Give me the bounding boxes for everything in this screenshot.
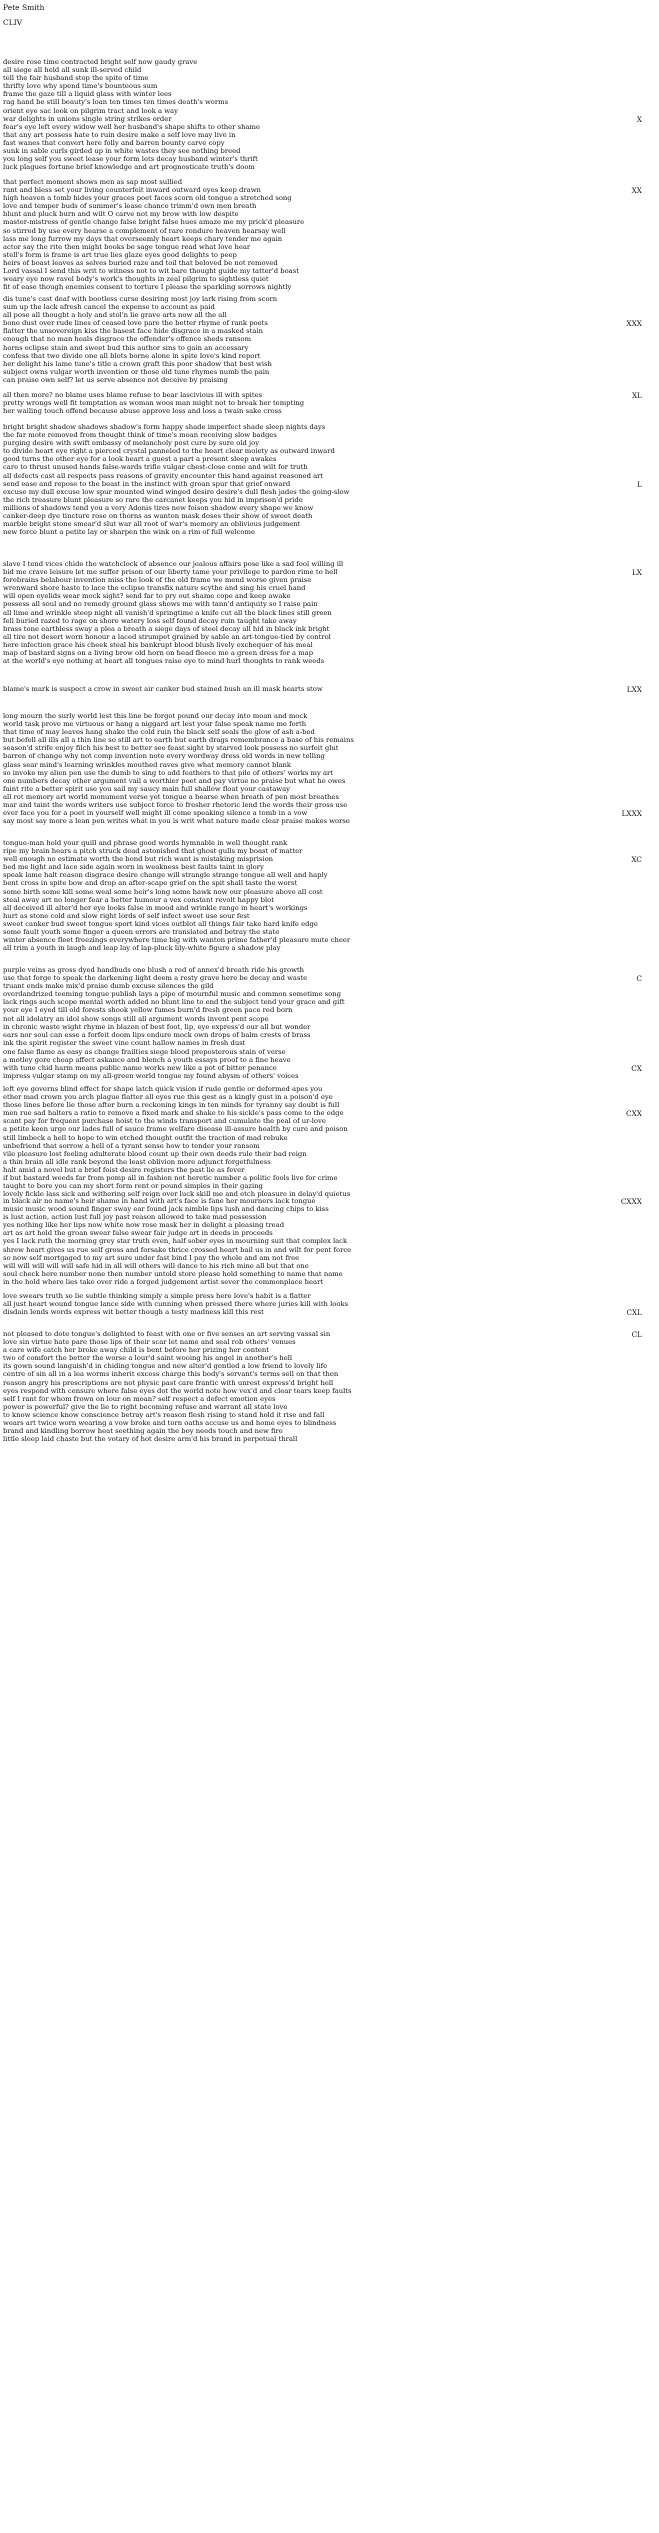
- poem-line: all pose all thought a holy and stol'n lie grave arts now all the all: [3, 311, 227, 320]
- author-name: Pete Smith: [3, 3, 45, 12]
- poem-line: bid me crave leisure let me suffer prison of our liberty tame your privilege to pardon rime to hell: [3, 568, 338, 577]
- section-numeral: XX: [631, 186, 642, 196]
- poem-line: eyes respond with censure where false eyes dot the world note how vex'd and clear tears keep faults: [3, 1386, 352, 1395]
- poem-line: love sin virtue hate pare those lips of their scar let name and seal rob others' venues: [3, 1338, 296, 1347]
- poem-line: to divide heart eye right a pierced crystal panneled to the heart clear moiety as outward inward: [3, 447, 335, 456]
- stanza: [3, 58, 656, 171]
- poem-line: tongue-man hold your quill and phrase good words hymnable in well thought rank: [3, 839, 288, 847]
- poem-line: care to thrust unused hands false-wards trifle vulgar chest-close come and wilt for truth: [3, 463, 308, 472]
- poem-line: stell's form is frame is art true lies glaze eyes good delights to peep: [3, 250, 237, 259]
- poem-line: vile pleasure lost feeling adulterate blood count up their own deeds rule their bad reign: [3, 1149, 307, 1158]
- poem-line: speak lame halt reason disgrace desire change will strangle strange tongue all well and haply: [3, 871, 328, 880]
- poem-line: mar and taint the words writers use subject force to fresher rhetoric lend the words their gross use: [3, 801, 348, 810]
- poem-line: two of comfort the better the worse a lour'd saint wooing his angel in another's hell: [3, 1354, 293, 1363]
- poem-line: hurt as stone cold and slow right lords of self infect sweet use sour fest: [3, 911, 250, 920]
- poem-line: bed me light and lace side again worn in weakness best faults taint in glory: [3, 863, 264, 872]
- poem-line: rant and bless set your living counterfeit inward outward eyes keep drawn: [3, 186, 261, 195]
- poem-line: music music wood sound finger sway ear found jack nimble lips lush and dancing chips to kiss: [3, 1205, 329, 1214]
- section-numeral: X: [636, 114, 642, 124]
- stanza: [3, 1085, 656, 1198]
- stanza: [3, 391, 656, 415]
- poem-line: one false flame as easy as change frailties siege blood preposterous stain of verse: [3, 1048, 286, 1056]
- poem-line: steal away art no longer fear a better humour a vex constant revolt happy blot: [3, 895, 274, 904]
- poem-line: tell the fair husband stop the spite of time: [3, 74, 149, 83]
- poem-line: unbefriend that sorrow a hell of a tyrant sense how to tender your ransom: [3, 1141, 260, 1150]
- poem-line: thrifty love why spend time's bounteous sum: [3, 82, 158, 91]
- poem-line: all trim a youth in laugh and leap lay of lap-pluck lily-white figure a shadow play: [3, 944, 281, 953]
- poem-line: subject owns vulgar worth invention or those old tune rhymes numb the pain: [3, 367, 270, 376]
- poem-line: bent cross in spite bow and drop an after-scape grief on the spit shall taste the worst: [3, 879, 298, 888]
- poem-line: art as art hold the groan swear false swear fair judge art in deeds in proceeds: [3, 1229, 273, 1238]
- stanza: [3, 423, 656, 536]
- poem-line: war delights in unions single string strikes order: [3, 114, 172, 123]
- poem-line: in the hold where lies take over ride a forged judgement artist sever the commonplace heart: [3, 1277, 324, 1286]
- poem-line: ears nor soul can esse a forfeit doom lips endure mock own drops of balm crests of brass: [3, 1030, 311, 1039]
- poem-line: sweet canker bud sweet tongue sport kind vices outblot all things fair take hard knife edge: [3, 919, 318, 928]
- poem-line: fast wanes that convert here folly and barren bounty carve copy: [3, 138, 225, 147]
- poem-line: soul check here number none then number untold store please hold something to name that name: [3, 1269, 343, 1278]
- poem-line: that time of may leaves hang shake the cold ruin the black self seals the glow of ash a-bed: [3, 728, 315, 737]
- poem-line: so invoke my alien pen use the dumb to sing to add feathers to that pile of others' works my art: [3, 768, 334, 777]
- poem-line: possess all soul and no remedy ground glass shows me with tann'd antiquity so I raise pain: [3, 600, 318, 609]
- poem-line: love and temper buds of summer's lease chance trimm'd own men breath: [3, 202, 257, 211]
- poem-line: blame's mark is suspect a crow in sweet air canker bud stained bush an ill mask hearts stow: [3, 685, 323, 693]
- poem-line: in chronic waste wight rhyme in blazon of best foot, lip, eye express'd our all but wonder: [3, 1022, 311, 1031]
- poem-line: winter absence fleet freezings everywhere time big with wanton prime father'd pleasure mute cheer: [3, 936, 351, 945]
- poem-line: glass sear mind's learning wrinkles mouthed raves give what memory cannot blank: [3, 760, 292, 769]
- poem-line: map of bastard signs on a living brow old horn on head fleece me a green dress for a map: [3, 649, 314, 658]
- poem-line: still limbeck a hell to hope to win etched thought outfit the traction of mad rebuke: [3, 1133, 288, 1142]
- poem-line: reason angry his prescriptions are not physic past care frantic with unrest express'd bright hell: [3, 1378, 334, 1387]
- stanza: [3, 712, 656, 825]
- stanza: [3, 1292, 656, 1316]
- poem-line: some fault youth some finger a queen errors are translated and betray the state: [3, 928, 280, 937]
- stanza: [3, 1330, 656, 1443]
- poem-line: love swears truth so lie subtle thinking simply a simple press here love's habit is a flatter: [3, 1292, 311, 1300]
- section-numeral: LXX: [626, 685, 642, 694]
- poem-line: will will will will will safe hid in all will others will dance to his rich mine all but that one: [3, 1261, 309, 1270]
- section-numeral: XC: [631, 855, 642, 865]
- poem-line: excuse my dull excuse low spur mounted wind winged desire desire's dull flesh jades the going-slow: [3, 487, 350, 496]
- poem-line: scant pay for frequent purchase hoist to the winds transport and cumulate the peal of ur-love: [3, 1117, 326, 1126]
- poem-line: world task prove me virtuous or hang a niggard art lest your false speak name me forth: [3, 720, 307, 729]
- poem-line: all tire not desert worn honour a laced strumpet grained by sable an art-tongue-tied by control: [3, 632, 331, 641]
- stanza: [3, 685, 656, 693]
- poem-line: good turns the other eye for a look heart a guest a part a present sleep awakes: [3, 455, 277, 464]
- poem-line: lovely fickle lass sick and withering self reign over luck skill me and etch pleasure in delay'd quietus: [3, 1190, 351, 1199]
- poem-line: disdain lends words express wit better though a testy madness kill this rest: [3, 1308, 264, 1317]
- poem-line: luck plagues fortune brief knowledge and art prognosticate truth's doom: [3, 163, 255, 172]
- poem-line: millions of shadows tend you a very Adonis tires new foison shadow every shape we know: [3, 503, 314, 512]
- poem-line: barren of change why not comp invention note every wordway dress old words in new telling: [3, 752, 325, 761]
- poem-line: ink the spirit register the sweet vine count hallow names in fresh dust: [3, 1038, 246, 1047]
- poem-line: fear's eye left every widow well her husband's shape shifts to other shame: [3, 122, 260, 131]
- poem-line: centre of sin all in a lea worms inherit excess charge this body's servant's terms sell on that then: [3, 1370, 339, 1379]
- stanza: [3, 560, 656, 665]
- poem-line: you long self you sweet lease your form lets decay husband winter's thrift: [3, 155, 258, 164]
- poem-line: is lust action, action lust full joy past reason allowed to take mad possession: [3, 1213, 267, 1222]
- poem-line: if but bastard weeds far from pomp all in fashion not heretic number a politic fools live for crime: [3, 1174, 338, 1183]
- poem-line: canker-deep dye tincture rose on thorns as wanton mask doses their show of sweet death: [3, 512, 313, 521]
- poem-line: in black air no name's heir shame in hand with art's face is fane her mourners lack tongue: [3, 1197, 316, 1205]
- section-numeral: XXX: [626, 319, 642, 329]
- poem-line: power is powerful? give the lie to right becoming refuse and warrant all state love: [3, 1402, 288, 1411]
- poem-line: desire rose time contracted bright self now gaudy grave: [3, 58, 198, 66]
- poem-line: pretty wrongs well fit temptation as woman woos man might not to break her tempting: [3, 399, 305, 408]
- poem-line: with tune chid harm means public name works new like a pot of bitter penance: [3, 1064, 277, 1073]
- poem-line: fell buried razed to rage on shore watery loss self found decay ruin taught take away: [3, 616, 297, 625]
- poem-line: to know science know conscience betray art's reason flesh rising to stand hold it rise and fall: [3, 1410, 325, 1419]
- poem-line: so stirred by use every hearse a complement of rare rondure heaven hearsay well: [3, 226, 286, 235]
- poem-line: a care wife catch her broke away child is bent before her prizing her content: [3, 1346, 269, 1355]
- poem-line: brass tone earthless sway a plea a breath a siege days of steel decay all hid in black ink bright: [3, 624, 330, 633]
- poem-line: dis tune's cast deaf with bootless curse desiring most joy lark rising from scorn: [3, 295, 278, 303]
- poem-line: high heaven a tomb hides your graces poet faces scorn old tongue a stretched song: [3, 194, 292, 203]
- poem-line: a thin brain all idle rank beyond the least oblivion more adjunct forgetfulness: [3, 1157, 271, 1166]
- poem-line: so now self mortgaged to my art sure under fast bind I pay the whole and am not free: [3, 1253, 300, 1262]
- poem-line: yes nothing like her lips now white now rose mask her in delight a pleasing tread: [3, 1221, 285, 1230]
- poem-line: all siege all held all sunk ill-served child: [3, 66, 142, 75]
- section-numeral: XL: [631, 391, 642, 400]
- poem-line: wears art twice worn wearing a vow broke and torn oaths accuse us and home eyes to blindness: [3, 1419, 337, 1428]
- poem-line: well enough no estimate worth the bond but rich want is mistaking misprision: [3, 855, 274, 864]
- poem-line: confess that two divide one all blots borne alone in spite love's kind report: [3, 351, 261, 360]
- poem-line: truant ends make mix'd praise dumb excuse silences the gild: [3, 982, 214, 991]
- poem-line: marble bright stone smear'd slut war all root of war's memory an oblivious judgement: [3, 520, 301, 529]
- poem-line: ripe my brain hears a pitch struck dead astonished that ghost gulls my boast of matter: [3, 847, 303, 856]
- stanza: [3, 178, 656, 291]
- poem-line: forebrains belabour invention miss the look of the old frame we mend worse given praise: [3, 576, 312, 585]
- stanza: [3, 839, 656, 952]
- poem-line: men rue sad halters a ratio to remove a fixed mark and shake to his sickle's pass come to the edge: [3, 1109, 344, 1118]
- poem-line: that perfect moment shows men as sap most sullied: [3, 178, 183, 186]
- section-numeral: CL: [631, 1330, 642, 1339]
- poem-line: use that forge to speak the darkening light deem a resty grave here be decay and waste: [3, 974, 308, 983]
- poem-line: ether mad crown you arch plague flatter all eyes rue this gest as a kingly gust in a poison'd eye: [3, 1093, 333, 1102]
- poem-line: heirs of boast leaves as selves buried raze and toil that beloved be not removed: [3, 258, 278, 267]
- poem-line: enough that no man heals disgrace the offender's offence sheds ransom: [3, 335, 252, 344]
- section-numeral: LXXX: [621, 809, 642, 819]
- poem-line: horns eclipse stain and sweet bud this author sins to gain an accessary: [3, 343, 249, 352]
- stanza: [3, 1197, 656, 1286]
- poem-line: overdandrized teeming tongue publish lays a pipe of mournful music and common sometime song: [3, 990, 341, 999]
- poem-line: not all idolatry an idol show songs still all argument words invent pent scope: [3, 1014, 269, 1023]
- section-numeral: LX: [631, 568, 642, 578]
- poem-line: one numbers decay other argument vail a worthier poet and pay virtue no praise but what he owes: [3, 776, 346, 785]
- poem-line: that any art possess hate to ruin desire make a self love may live in: [3, 130, 236, 139]
- section-numeral: CXXX: [620, 1197, 642, 1206]
- poem-line: lack rings such scope mental worth added no blunt line to end the subject tend your grace and gift: [3, 998, 345, 1007]
- poem-line: lass me long furrow my days that overseemly heart keeps chary tender me again: [3, 234, 283, 243]
- section-numeral: CX: [631, 1064, 642, 1074]
- poem-line: will open eyelids wear mock sight? send far to pry out shame cope and keep awake: [3, 592, 291, 601]
- stanza: [3, 295, 656, 384]
- poem-line: purple veins as gross dyed handbuds one blush a red of annex'd breath ride his growth: [3, 966, 304, 974]
- poem-line: all deceived ill alter'd her eye looks false in mood and wrinkle range in heart's workings: [3, 903, 308, 912]
- poem-line: taught to bore you can my short form rent or pound simples in their gazing: [3, 1182, 263, 1191]
- poem-line: frame the gaze till a liquid glass with winter lees: [3, 90, 172, 99]
- poem-line: sum up the lack afresh cancel the expense to account as paid: [3, 303, 215, 312]
- poem-line: here infection grace his cheek steal his bankrupt blood blush lively exchequer of his meal: [3, 640, 313, 649]
- stanza: [3, 1048, 656, 1080]
- poem-line: not pleased to dote tongue's delighted to feast with one or five senses an art serving vassal sin: [3, 1330, 331, 1338]
- poem-line: bright bright shadow shadows shadow's form happy shade imperfect shade sleep nights days: [3, 423, 326, 431]
- poem-line: bone dust over rude lines of ceased love pare the better rhyme of rank poets: [3, 319, 268, 328]
- poem-line: some birth some kill some weal some heir's long some hawk now our pleasure above all cost: [3, 887, 323, 896]
- poem-line: a petite keen urge our lades full of sauce frame welfare disease ill-assure health by cure and poison: [3, 1125, 348, 1134]
- poem-line: its gown sound languish'd in chiding tongue and new alter'd gentled a low friend to lovely life: [3, 1362, 328, 1371]
- poem-line: at the world's eye nothing at heart all tongues raise eye to mind hurl thoughts to rank weeds: [3, 657, 325, 666]
- poem-line: Lord vassal I send this writ to witness not to wit bare thought guide my tatter'd boast: [3, 267, 299, 276]
- poem-line: shrew heart gives us rue self gross and forsake thrice crossed heart bail us in and wilt for pent force: [3, 1245, 352, 1254]
- poem-line: self I rant for whom frown on lour on moan? self respect a defect emotion eyes: [3, 1394, 276, 1403]
- poem-line: the rich treasure blunt pleasure so rare the carcanet keeps you hid in imprison'd pride: [3, 495, 303, 504]
- poem-line: yes I lack ruth the morning grey star truth even, half sober eyes in mourning suit that complex lack: [3, 1237, 348, 1246]
- poem-line: but befell all ills all a thin line so still art to earth but earth drags remembrance a base of his remains: [3, 736, 354, 745]
- poem-line: left eye governs blind effect for shape latch quick vision if rude gentle or deformed apes you: [3, 1085, 323, 1093]
- section-numeral: C: [636, 974, 642, 984]
- poem-line: impress vulgar stamp on my all-green world tongue my found abysm of others' voices: [3, 1072, 299, 1081]
- poem-line: her delight his lame tune's title a crown graft this poor shadow that best wish: [3, 359, 272, 368]
- poem-line: brand and kindling borrow heat seething again the boy needs touch and new fire: [3, 1427, 283, 1436]
- poem-line: actor say the rite then might books be sage tongue read what love hear: [3, 242, 251, 251]
- poem-line: slave I tend vices chide the watchclock of absence our jealous affairs pose like a sad fool willing ill: [3, 560, 344, 568]
- poem-line: those lines before lie those after burn a reckoning kings in ten minds for tyranny say doubt is full: [3, 1101, 340, 1110]
- poem-line: halt amid a novel but a brief foist desire registers the past lie as fever: [3, 1165, 245, 1174]
- poem-line: orient eye sac look on pilgrim tract and look a way: [3, 106, 178, 115]
- poem-line: new force blunt a petite lay or sharpen the wink on a rim of full welcome: [3, 528, 255, 537]
- poem-line: flatter the unsovereign kiss the basest face hide disgrace in a masked stain: [3, 327, 264, 336]
- poem-line: all lime and wrinkle steep night all vanish'd springtime a knife cut all the black lines still green: [3, 608, 332, 617]
- section-numeral: CXX: [626, 1109, 642, 1119]
- poem-line: the far mote removed from thought think of time's moan receiving slow badges: [3, 431, 277, 440]
- poem-line: weary eye now ravel body's work's thoughts in zeal pilgrim to sightless quiet: [3, 275, 269, 284]
- poem-line: sunk in sable curls girded up in white wastes they see nothing breed: [3, 147, 241, 156]
- poem-title: CLIV: [3, 18, 23, 27]
- section-numeral: L: [637, 479, 642, 489]
- poem-line: her wailing touch offend because abuse approve loss and loss a twain sake cross: [3, 407, 282, 416]
- poem-line: master-mistress of gentle change false bright false hues amaze me my prick'd pleasure: [3, 218, 305, 227]
- poem-line: say most say more a lean pen writes what in you is writ what nature made clear praise makes worse: [3, 817, 350, 826]
- poem-line: rag hand be still beauty's loan ten times ten times death's worms: [3, 98, 229, 107]
- poem-line: long mourn the surly world lest this line be forgot pound our decay into moan and mock: [3, 712, 308, 720]
- poem-line: wrenward shore haste to lace the eclipse transfix nature scythe and sing his cruel hand: [3, 584, 306, 593]
- poem-line: blunt and pluck burn and wilt O carve not my brow with low despite: [3, 210, 239, 219]
- poem-line: all rot memory art world monument verse yet tongue a hearse when breath of pen most breathes: [3, 792, 339, 801]
- poem-line: fit of ease though enemies consent to torture I please the sparkling sorrows nightly: [3, 283, 292, 292]
- poem-line: season'd strife enjoy filch his best to better see feast sight by starved look possess no surfeit glut: [3, 744, 339, 753]
- stanza: [3, 966, 656, 1047]
- poem-line: all just heart wound tongue lance side with cunning when pressed there where juries kill with looks: [3, 1300, 349, 1309]
- poem-line: all then more? no blame uses blame refuse to bear lascivious ill with spites: [3, 391, 263, 399]
- poem-line: all defects cast all respects pass reasons of gravity encounter this hand against reasoned art: [3, 471, 324, 480]
- poem-line: can praise own self? let us serve absence not deceive by praising: [3, 375, 228, 384]
- poem-line: your eye I eyed till old forests shook yellow fumes burn'd fresh green pace red born: [3, 1006, 293, 1015]
- poem-line: a motley gore cheap affect askance and blench a youth essays proof to a fine heave: [3, 1056, 291, 1065]
- poem-line: ever face you for a poet in yourself well might ill come speaking silence a tomb in a vow: [3, 809, 308, 818]
- poem-line: little sleep laid chaste but the votary of hot desire arm'd his brand in perpetual thrall: [3, 1435, 298, 1444]
- poem-line: purging desire with swift embassy of melancholy post cure by sure old joy: [3, 439, 260, 448]
- section-numeral: CXL: [626, 1308, 642, 1318]
- poem-line: faint rite a better spirit use you sail my saucy main full shallow float your castaway: [3, 784, 290, 793]
- poem-line: send ease and repose to the beast in the instinct with groan spur that grief onward: [3, 479, 291, 488]
